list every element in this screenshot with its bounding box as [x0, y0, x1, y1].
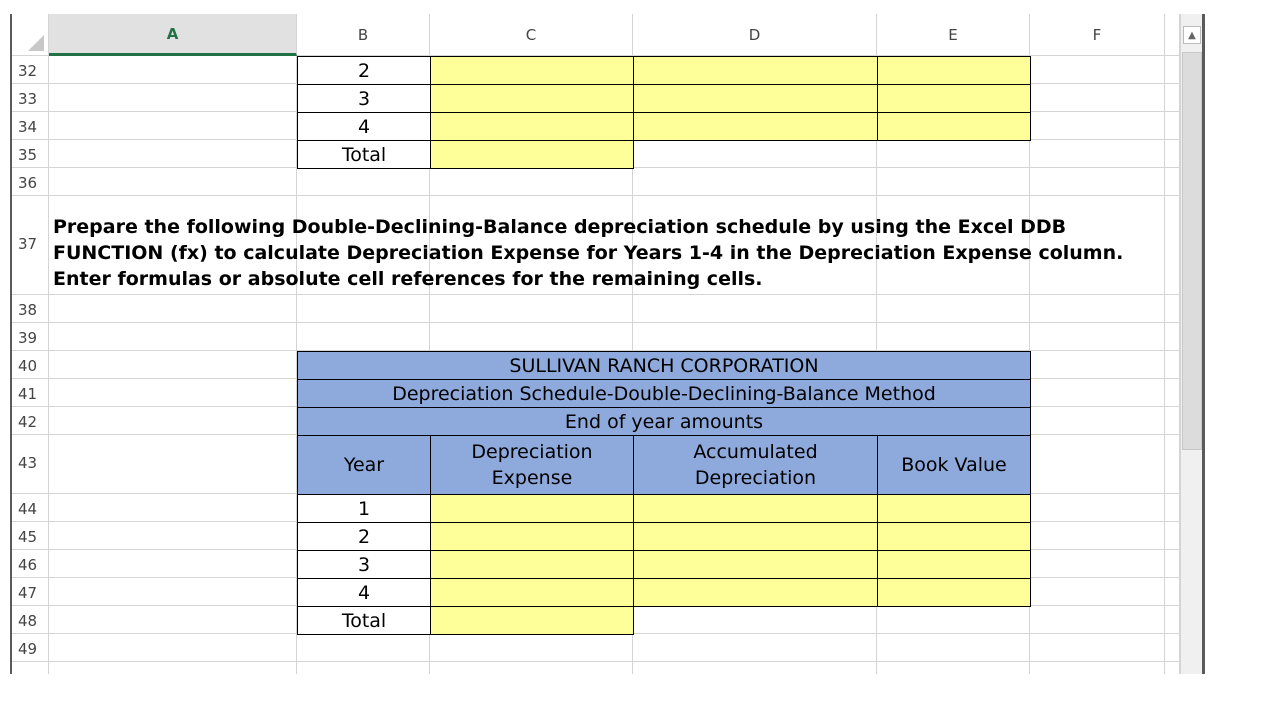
grid-cell[interactable]	[49, 84, 297, 112]
grid-cell[interactable]	[633, 168, 877, 196]
grid-cell[interactable]	[49, 634, 297, 662]
column-header-b[interactable]: B	[297, 14, 430, 56]
grid-cell[interactable]	[49, 112, 297, 140]
grid-cell[interactable]	[877, 606, 1030, 634]
grid-cell[interactable]	[1165, 662, 1180, 674]
cell-d33[interactable]	[633, 84, 878, 113]
grid-cell[interactable]	[1165, 295, 1180, 323]
year-value: 1	[357, 497, 371, 520]
cell-b47[interactable]	[297, 578, 431, 607]
grid-cell[interactable]	[633, 323, 877, 351]
grid-cell[interactable]	[1165, 196, 1180, 295]
header-accumulated-depreciation[interactable]	[633, 435, 878, 495]
scrollbar-thumb[interactable]	[1182, 52, 1202, 450]
cell-e47[interactable]	[877, 578, 1031, 607]
grid-cell[interactable]	[1165, 494, 1180, 522]
grid-cell[interactable]	[877, 168, 1030, 196]
grid-cell[interactable]	[1030, 435, 1165, 494]
grid-cell[interactable]	[297, 168, 430, 196]
column-header-c[interactable]: C	[430, 14, 633, 56]
grid-cell[interactable]	[1030, 84, 1165, 112]
cell-c45[interactable]	[430, 522, 634, 551]
grid-cell[interactable]	[49, 662, 297, 674]
column-header-g-partial[interactable]	[1165, 14, 1180, 56]
grid-cell[interactable]	[1030, 351, 1165, 379]
row-header-34[interactable]: 34	[12, 112, 49, 140]
grid-cell[interactable]	[430, 323, 633, 351]
cell-e45[interactable]	[877, 522, 1031, 551]
column-header-d[interactable]: D	[633, 14, 877, 56]
total-label: Total	[341, 143, 387, 166]
grid-cell[interactable]	[1165, 550, 1180, 578]
row-header-47[interactable]: 47	[12, 578, 49, 606]
grid-cell[interactable]	[1165, 522, 1180, 550]
cell-d46[interactable]	[633, 550, 878, 579]
grid-cell[interactable]	[49, 435, 297, 494]
row-header-32[interactable]: 32	[12, 56, 49, 84]
cell-e46[interactable]	[877, 550, 1031, 579]
row-header-38[interactable]: 38	[12, 295, 49, 323]
grid-cell[interactable]	[1030, 522, 1165, 550]
row-header-44[interactable]: 44	[12, 494, 49, 522]
grid-cell[interactable]	[1165, 606, 1180, 634]
grid-cell[interactable]	[1165, 56, 1180, 84]
grid-cell[interactable]	[1165, 407, 1180, 435]
header-book-value[interactable]	[877, 435, 1031, 495]
grid-cell[interactable]	[49, 168, 297, 196]
grid-cell[interactable]	[49, 550, 297, 578]
cell-e32[interactable]	[877, 56, 1031, 85]
cell-b44[interactable]	[297, 494, 431, 523]
grid-cell[interactable]	[877, 140, 1030, 168]
cell-b33[interactable]	[297, 84, 431, 113]
cell-c33[interactable]	[430, 84, 634, 113]
grid-cell[interactable]	[1165, 112, 1180, 140]
grid-cell[interactable]	[1165, 168, 1180, 196]
grid-cell[interactable]	[1165, 84, 1180, 112]
grid-cell[interactable]	[1030, 295, 1165, 323]
grid-cell[interactable]	[633, 662, 877, 674]
cell-d45[interactable]	[633, 522, 878, 551]
grid-cell[interactable]	[49, 407, 297, 435]
cell-e44[interactable]	[877, 494, 1031, 523]
schedule-title-text: Depreciation Schedule-Double-Declining-Balance Method	[392, 382, 936, 405]
grid-cell[interactable]	[1030, 494, 1165, 522]
grid-cell[interactable]	[877, 295, 1030, 323]
company-name: SULLIVAN RANCH CORPORATION	[509, 354, 819, 377]
grid-cell[interactable]	[430, 662, 633, 674]
header-acc-dep-line1: Accumulated	[693, 441, 818, 463]
grid-cell[interactable]	[633, 606, 877, 634]
header-acc-dep-line2: Depreciation	[694, 467, 817, 489]
grid-cell[interactable]	[430, 634, 633, 662]
grid-cell[interactable]	[1030, 56, 1165, 84]
column-header-e[interactable]: E	[877, 14, 1030, 56]
grid-cell[interactable]	[1030, 606, 1165, 634]
grid-cell[interactable]	[1165, 634, 1180, 662]
cell-c44[interactable]	[430, 494, 634, 523]
grid-cell[interactable]	[1030, 578, 1165, 606]
grid-cell[interactable]	[297, 295, 430, 323]
header-dep-exp-line2: Expense	[491, 467, 573, 489]
schedule-subtitle-text: End of year amounts	[564, 410, 764, 433]
row-header-40[interactable]: 40	[12, 351, 49, 379]
row-header-48[interactable]: 48	[12, 606, 49, 634]
header-book-value-label: Book Value	[901, 454, 1007, 476]
grid-cell[interactable]	[297, 323, 430, 351]
row-header-46[interactable]: 46	[12, 550, 49, 578]
row-header-39[interactable]: 39	[12, 323, 49, 351]
row-header-45[interactable]: 45	[12, 522, 49, 550]
scroll-up-arrow-icon[interactable]: ▲	[1183, 26, 1201, 44]
cell-e33[interactable]	[877, 84, 1031, 113]
grid-cell[interactable]	[49, 323, 297, 351]
header-year-label: Year	[343, 454, 385, 476]
grid-cell[interactable]	[49, 140, 297, 168]
column-header-a[interactable]: A	[49, 14, 297, 56]
header-dep-exp-line1: Depreciation	[471, 441, 593, 463]
row-header-36[interactable]: 36	[12, 168, 49, 196]
grid-cell[interactable]	[1030, 550, 1165, 578]
grid-cell[interactable]	[1030, 112, 1165, 140]
schedule-company-title[interactable]	[297, 351, 1031, 380]
cell-d32[interactable]	[633, 56, 878, 85]
grid-cell[interactable]	[49, 56, 297, 84]
cell-c47[interactable]	[430, 578, 634, 607]
select-all-corner[interactable]	[12, 14, 49, 56]
grid-cell[interactable]	[877, 634, 1030, 662]
cell-b48[interactable]	[297, 606, 431, 635]
vertical-scrollbar[interactable]	[1180, 14, 1203, 674]
instruction-text[interactable]: Prepare the following Double-Declining-Balance depreciation schedule by using the Excel DDB FUNCTION (fx) to calculate Depreciation Expense for Years 1-4 in the Depreciation Expense column. Enter formulas or absolute cell references for the remaining cells.	[53, 216, 1124, 290]
grid-cell[interactable]	[1165, 323, 1180, 351]
select-all-triangle-icon	[28, 35, 44, 51]
grid-cell[interactable]	[430, 168, 633, 196]
grid-cell[interactable]	[1030, 662, 1165, 674]
cell-d34[interactable]	[633, 112, 878, 141]
row-header-50-partial[interactable]	[12, 662, 49, 674]
cell-c32[interactable]	[430, 56, 634, 85]
total-label: Total	[341, 609, 387, 632]
header-year[interactable]	[297, 435, 431, 495]
cell-c46[interactable]	[430, 550, 634, 579]
cell-c34[interactable]	[430, 112, 634, 141]
grid-cell[interactable]	[49, 494, 297, 522]
cell-b46[interactable]	[297, 550, 431, 579]
cell-e34[interactable]	[877, 112, 1031, 141]
row-header-42[interactable]: 42	[12, 407, 49, 435]
cell-b32[interactable]	[297, 56, 431, 85]
grid-cell[interactable]	[49, 351, 297, 379]
grid-cell[interactable]	[49, 522, 297, 550]
header-depreciation-expense[interactable]	[430, 435, 634, 495]
grid-cell[interactable]	[1165, 435, 1180, 494]
grid-cell[interactable]	[297, 662, 430, 674]
grid-cell[interactable]	[877, 662, 1030, 674]
cell-c35[interactable]	[430, 140, 634, 169]
cell-d44[interactable]	[633, 494, 878, 523]
grid-cell[interactable]	[633, 140, 877, 168]
row-header-41[interactable]: 41	[12, 379, 49, 407]
year-value: 2	[357, 59, 371, 82]
grid-cell[interactable]	[1030, 407, 1165, 435]
grid-cell[interactable]	[297, 634, 430, 662]
grid-cell[interactable]	[49, 606, 297, 634]
grid-cell[interactable]	[49, 295, 297, 323]
cell-b45[interactable]	[297, 522, 431, 551]
year-value: 4	[357, 115, 371, 138]
grid-cell[interactable]	[1030, 140, 1165, 168]
row-header-37[interactable]: 37	[12, 196, 49, 295]
grid-cell[interactable]	[49, 578, 297, 606]
grid-cell[interactable]	[1165, 379, 1180, 407]
grid-cell[interactable]	[1030, 168, 1165, 196]
grid-cell[interactable]	[633, 634, 877, 662]
schedule-subtitle[interactable]	[297, 407, 1031, 436]
grid-cell[interactable]	[1030, 379, 1165, 407]
year-value: 3	[357, 553, 371, 576]
cell-b34[interactable]	[297, 112, 431, 141]
year-value: 2	[357, 525, 371, 548]
row-header-43[interactable]: 43	[12, 435, 49, 494]
grid-cell[interactable]	[1030, 323, 1165, 351]
grid-cell[interactable]	[1165, 351, 1180, 379]
cell-b35[interactable]	[297, 140, 431, 169]
year-value: 4	[357, 581, 371, 604]
row-header-35[interactable]: 35	[12, 140, 49, 168]
row-header-33[interactable]: 33	[12, 84, 49, 112]
cell-c48[interactable]	[430, 606, 634, 635]
schedule-title[interactable]	[297, 379, 1031, 408]
cell-d47[interactable]	[633, 578, 878, 607]
row-header-49[interactable]: 49	[12, 634, 49, 662]
grid-cell[interactable]	[1030, 634, 1165, 662]
grid-cell[interactable]	[633, 295, 877, 323]
grid-cell[interactable]	[430, 295, 633, 323]
grid-cell[interactable]	[1165, 140, 1180, 168]
column-header-f[interactable]: F	[1030, 14, 1165, 56]
grid-cell[interactable]	[1165, 578, 1180, 606]
grid-cell[interactable]	[877, 323, 1030, 351]
grid-cell[interactable]	[49, 379, 297, 407]
year-value: 3	[357, 87, 371, 110]
spreadsheet-grid[interactable]	[10, 14, 1205, 674]
